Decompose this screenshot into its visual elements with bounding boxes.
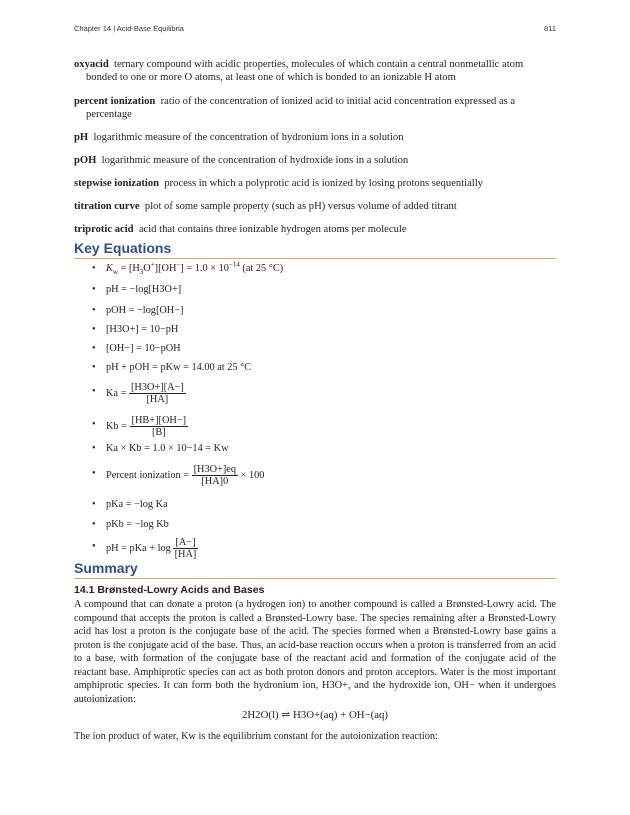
equation-text: pKa = −log Ka (106, 499, 168, 510)
summary-paragraph: A compound that can donate a proton (a hydrogen ion) to another compound is called a Brønsted-Lowry acid. The compound that accepts the proton is called a Brønsted-Lowry base. The species remaining after a Brønsted-Lowry acid has lost a proton is the conjugate base of the acid. The species formed when a Brønsted-Lowry base gains a proton is the conjugate acid of the base. Thus, an acid-base reaction occurs when a proton is transferred from an acid to a base, with formation of the conjugate base of the reactant acid and formation of the conjugate acid of the reactant base. Amphiprotic species can act as both proton donors and proton acceptors. Water is the most important amphiprotic species. It can form both the hydronium ion, H3O+, and the hydroxide ion, OH− when it undergoes autoionization: (74, 599, 556, 705)
summary-paragraph-2: The ion product of water, Kw is the equilibrium constant for the autoionization reaction: (74, 731, 438, 742)
equation-text: pH = −log[H3O+] (106, 284, 182, 295)
glossary-term: pOH (74, 155, 97, 166)
equation-text: [OH−] = 10−pOH (106, 343, 181, 354)
equation-text: pOH = −log[OH−] (106, 305, 184, 316)
glossary-definition: plot of some sample property (such as pH) versus volume of added titrant (144, 201, 457, 212)
glossary-definition: logarithmic measure of the concentration of hydroxide ions in a solution (101, 155, 409, 166)
fraction: $\frac{[H3O+][A-]}{[HA]}$ (130, 382, 184, 405)
glossary-term: stepwise ionization (74, 178, 160, 189)
page-number: 811 (544, 24, 556, 33)
equation-ka (92, 382, 532, 415)
equation-oh (92, 343, 532, 362)
equation-rhs: × 100 (240, 469, 265, 481)
equation-lhs: Kb = (106, 420, 127, 432)
autoionization-equation: 2H2O(l) ⇌ H3O+(aq) + OH−(aq) (241, 709, 389, 721)
glossary-term: oxyacid (74, 59, 109, 70)
chapter-title: Chapter 14 | Acid-Base Equilibria (74, 24, 184, 33)
fraction: $\frac{[HB+][OH-]}{[B]}$ (131, 415, 187, 438)
equation-h3o (92, 324, 532, 343)
equation-pkb (92, 519, 532, 537)
glossary-definition: ternary compound with acidic properties, molecules of which contain a central nonmetallic atom bonded to one or more O atoms, at least one of which is bonded to an ionizable H atom (86, 59, 524, 83)
glossary-list (74, 58, 556, 246)
equation-pka (92, 499, 532, 519)
glossary-term: pH (74, 132, 89, 143)
glossary-entry (74, 177, 556, 190)
equation-text: [H3O+] = 10−pH (106, 324, 179, 335)
equation-lhs: Percent ionization = (106, 469, 190, 481)
glossary-entry (74, 200, 556, 213)
glossary-entry (74, 131, 556, 144)
glossary-entry (74, 95, 556, 121)
glossary-term: triprotic acid (74, 224, 134, 235)
equation-lhs: Ka = (106, 387, 127, 399)
glossary-definition: logarithmic measure of the concentration of hydronium ions in a solution (93, 132, 404, 143)
glossary-entry (74, 154, 556, 167)
equation-poh (92, 305, 532, 324)
glossary-definition: ratio of the concentration of ionized acid to initial acid concentration expressed as a percentage (86, 96, 516, 120)
glossary-definition: acid that contains three ionizable hydrogen atoms per molecule (138, 224, 407, 235)
equation-percent-ionization (92, 464, 532, 499)
fraction: $\frac{[A-]}{[HA]}$ (174, 537, 197, 560)
summary-heading: Summary (74, 560, 556, 579)
equation-lhs: pH = pKa + log (106, 542, 171, 554)
subsection-title: 14.1 Brønsted-Lowry Acids and Bases (74, 584, 265, 596)
glossary-definition: process in which a polyprotic acid is ionized by losing protons sequentially (164, 178, 483, 189)
glossary-entry (74, 223, 556, 236)
fraction: $\frac{[H3O+]eq}{[HA]0}$ (193, 464, 236, 487)
equation-kw: • $K_w = [H_3O^+][OH^-] = 1.0 \times 10^{-14}$ (at 25 °C) (92, 263, 532, 284)
equation-text: pKb = −log Kb (106, 519, 169, 530)
equation-text: Ka × Kb = 1.0 × 10−14 = Kw (106, 443, 229, 454)
key-equations-heading: Key Equations (74, 240, 556, 259)
equation-text: pH + pOH = pKw = 14.00 at 25 °C (106, 362, 252, 373)
key-equations-list (92, 260, 532, 565)
equation-kb (92, 415, 532, 443)
glossary-term: titration curve (74, 201, 140, 212)
page-header (74, 24, 556, 33)
glossary-entry (74, 58, 556, 84)
equation-ka-kb (92, 443, 532, 464)
equation-ph (92, 284, 532, 305)
equation-ph-poh (92, 362, 532, 382)
glossary-term: percent ionization (74, 96, 156, 107)
